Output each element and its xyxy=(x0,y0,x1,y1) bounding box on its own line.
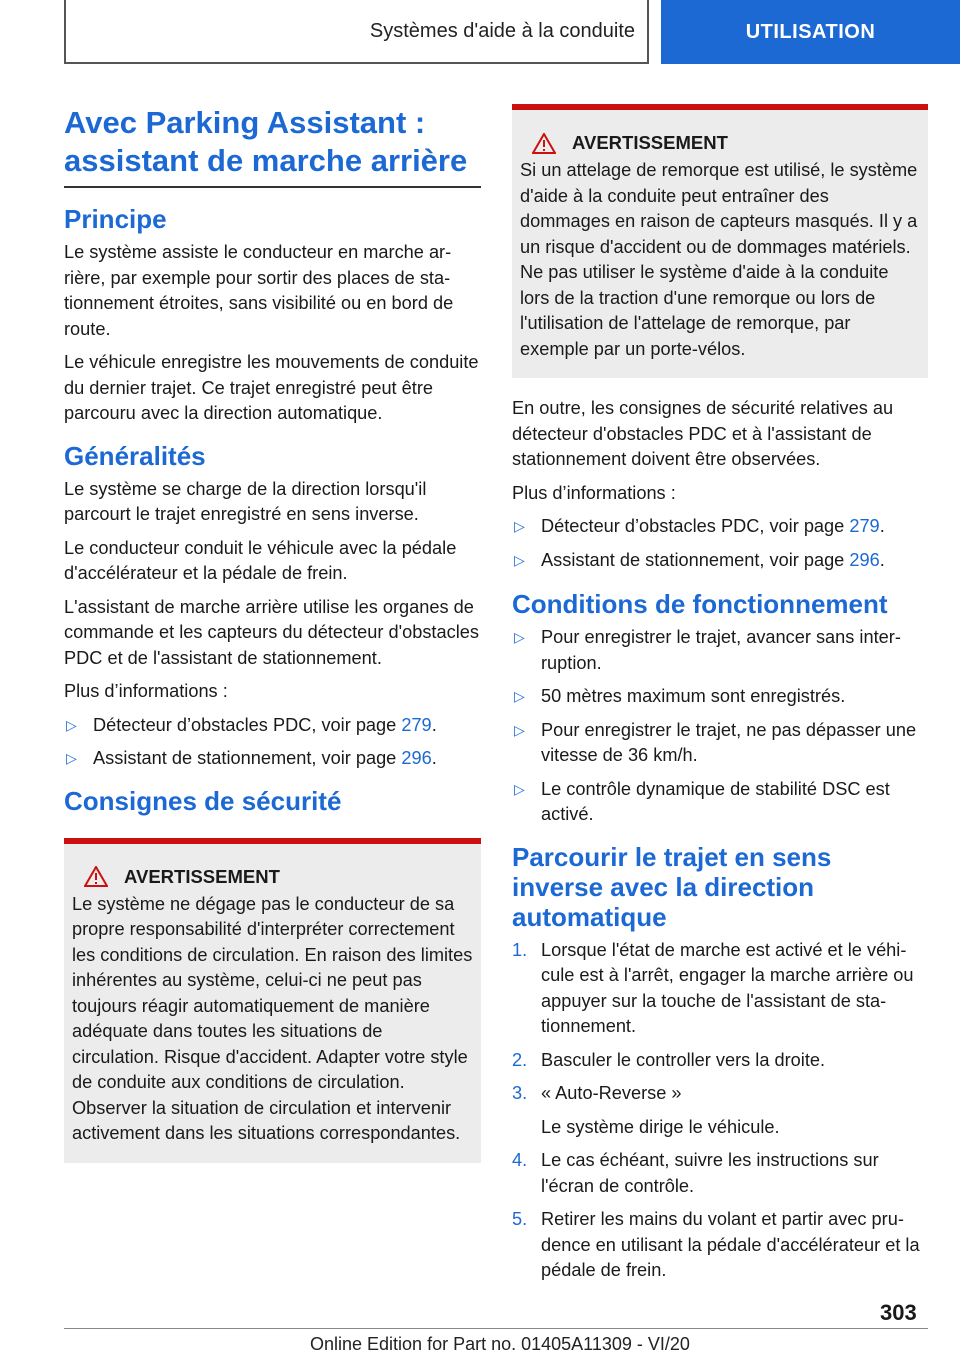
list-item: 2. Basculer le controller vers la droite. xyxy=(512,1048,928,1074)
conditions-list xyxy=(512,625,928,828)
list-item: ▷ Assistant de stationnement, voir page 296. xyxy=(64,746,481,772)
page-title: Avec Parking Assistant : assistant de marche arrière xyxy=(64,105,468,178)
list-item: ▷ Pour enregistrer le trajet, avancer sans interruption. xyxy=(514,627,901,673)
steps-list xyxy=(512,938,928,1284)
triangle-bullet-icon: ▷ xyxy=(514,721,525,738)
section-parcourir xyxy=(512,842,928,1284)
list-item: ▷ Pour enregistrer le trajet, ne pas dépasser une vitesse de 36 km/h. xyxy=(514,719,917,765)
right-column xyxy=(512,104,928,1292)
paragraph: Le système se charge de la direction lorsqu'il parcourt le trajet enregistré en sens inverse. xyxy=(64,478,427,524)
triangle-bullet-icon: ▷ xyxy=(514,688,525,704)
section-generalites xyxy=(64,441,481,772)
step-number: 4. xyxy=(512,1150,528,1170)
list-item: 5. Retirer les mains du volant et partir avec prudence en utilisant la pédale d'accélérateur et la pédale de frein. xyxy=(512,1209,920,1280)
list-item: 1. Lorsque l'état de marche est activé et le véhicule est à l'arrêt, engager la marche arrière ou appuyer sur la touche de l'assistant de stationnement. xyxy=(512,939,914,1036)
list-item: ▷ Assistant de stationnement, voir page 296. xyxy=(512,548,928,574)
heading-principe: Principe xyxy=(64,204,167,234)
heading-parcourir: Parcourir le trajet en sens inverse avec la direction automatique xyxy=(512,841,832,932)
list-item: ▷ Le contrôle dynamique de stabilité DSC est activé. xyxy=(514,778,890,824)
warning-box xyxy=(512,104,928,378)
warning-text: Si un attelage de remorque est utilisé, le système d'aide à la conduite peut entraîner des dommages en raison de capteurs masqués. Il y a un risque d'accident ou de dommages matériels. Ne pas utiliser le système d'aide à la conduite lors de la traction d'une remorque ou lors de l'utilisation de l'attelage de remorque, par exemple par un porte-vélos. xyxy=(520,160,918,359)
header-section-title: Systèmes d'aide à la conduite xyxy=(369,19,635,42)
triangle-bullet-icon: ▷ xyxy=(514,518,525,534)
heading-consignes: Consignes de sécurité xyxy=(64,785,342,816)
page-link[interactable]: 279 xyxy=(849,516,880,536)
list-item: ▷ 50 mètres maximum sont enregistrés. xyxy=(512,684,928,710)
heading-conditions: Conditions de fonctionnement xyxy=(512,589,888,619)
left-column xyxy=(64,104,481,1181)
page-link[interactable]: 296 xyxy=(401,748,432,768)
paragraph: L'assistant de marche arrière utilise les organes de commande et les capteurs du détecteur d'obstacles PDC et de l'assistant de stationnement. xyxy=(64,596,479,668)
header-chapter-tab[interactable] xyxy=(661,0,960,64)
step-number: 5. xyxy=(512,1209,528,1229)
page-link[interactable]: 279 xyxy=(401,714,432,735)
triangle-bullet-icon: ▷ xyxy=(514,629,525,645)
triangle-bullet-icon: ▷ xyxy=(66,716,77,733)
list-item: 3. « Auto-Reverse » Le système dirige le véhicule. xyxy=(512,1081,928,1140)
triangle-bullet-icon: ▷ xyxy=(514,780,525,797)
warning-triangle-icon xyxy=(532,133,556,154)
warning-label: AVERTISSEMENT xyxy=(124,865,280,887)
list-item: ▷ Détecteur d’obstacles PDC, voir page 279. xyxy=(512,514,928,540)
warning-box xyxy=(64,838,481,1163)
step-number: 1. xyxy=(512,939,528,960)
paragraph: Le véhicule enregistre les mouvements de conduite du dernier trajet. Ce trajet enregistré peut être parcouru avec la direction automatique. xyxy=(64,352,479,423)
footer-edition: Online Edition for Part no. 01405A11309 - VI/20 xyxy=(310,1334,690,1354)
paragraph: En outre, les consignes de sécurité relatives au détecteur d'obstacles PDC et à l'assistant de stationnement doivent être observées. xyxy=(512,398,894,469)
warning-label: AVERTISSEMENT xyxy=(572,132,728,153)
page-link[interactable]: 296 xyxy=(849,549,880,570)
paragraph: Le conducteur conduit le véhicule avec la pédale d'accélérateur et la pédale de frein. xyxy=(64,537,457,583)
warning-triangle-icon xyxy=(84,866,108,887)
triangle-bullet-icon: ▷ xyxy=(66,750,77,766)
section-consignes xyxy=(64,786,481,1163)
list-item: ▷ Détecteur d’obstacles PDC, voir page 279. xyxy=(64,713,481,739)
triangle-bullet-icon: ▷ xyxy=(514,551,525,568)
more-info-label: Plus d’informations : xyxy=(64,681,228,701)
page-number: 303 xyxy=(880,1300,917,1325)
header-chapter-label: UTILISATION xyxy=(745,20,876,43)
section-principe xyxy=(64,204,481,427)
step-number: 2. xyxy=(512,1049,528,1070)
title-divider xyxy=(64,186,481,188)
reference-list xyxy=(64,713,481,772)
list-item: 4. Le cas échéant, suivre les instructions sur l'écran de contrôle. xyxy=(512,1150,879,1196)
section-conditions xyxy=(512,589,928,828)
footer-divider xyxy=(64,1328,928,1329)
more-info-label: Plus d’informations : xyxy=(512,482,676,503)
reference-list xyxy=(512,514,928,573)
step-subtext: Le système dirige le véhicule. xyxy=(541,1116,780,1137)
warning-text: Le système ne dégage pas le conducteur de sa propre responsabilité d'interpréter correctement les conditions de circulation. En raison des limites inhérentes au système, celui-ci ne peut pas toujours réagir automatiquement de manière adéquate dans toutes les situations de circulation. Risque d'accident. Adapter votre style de conduite aux conditions de circulation. Observer la situation de circulation et intervenir activement dans les situations correspondantes. xyxy=(72,893,473,1143)
header-section-box xyxy=(64,0,649,64)
heading-generalites: Généralités xyxy=(64,440,206,471)
step-number: 3. xyxy=(512,1083,528,1103)
paragraph: Le système assiste le conducteur en marche arrière, par exemple pour sortir des places de stationnement étroites, sans visibilité ou en bord de route. xyxy=(64,242,454,339)
